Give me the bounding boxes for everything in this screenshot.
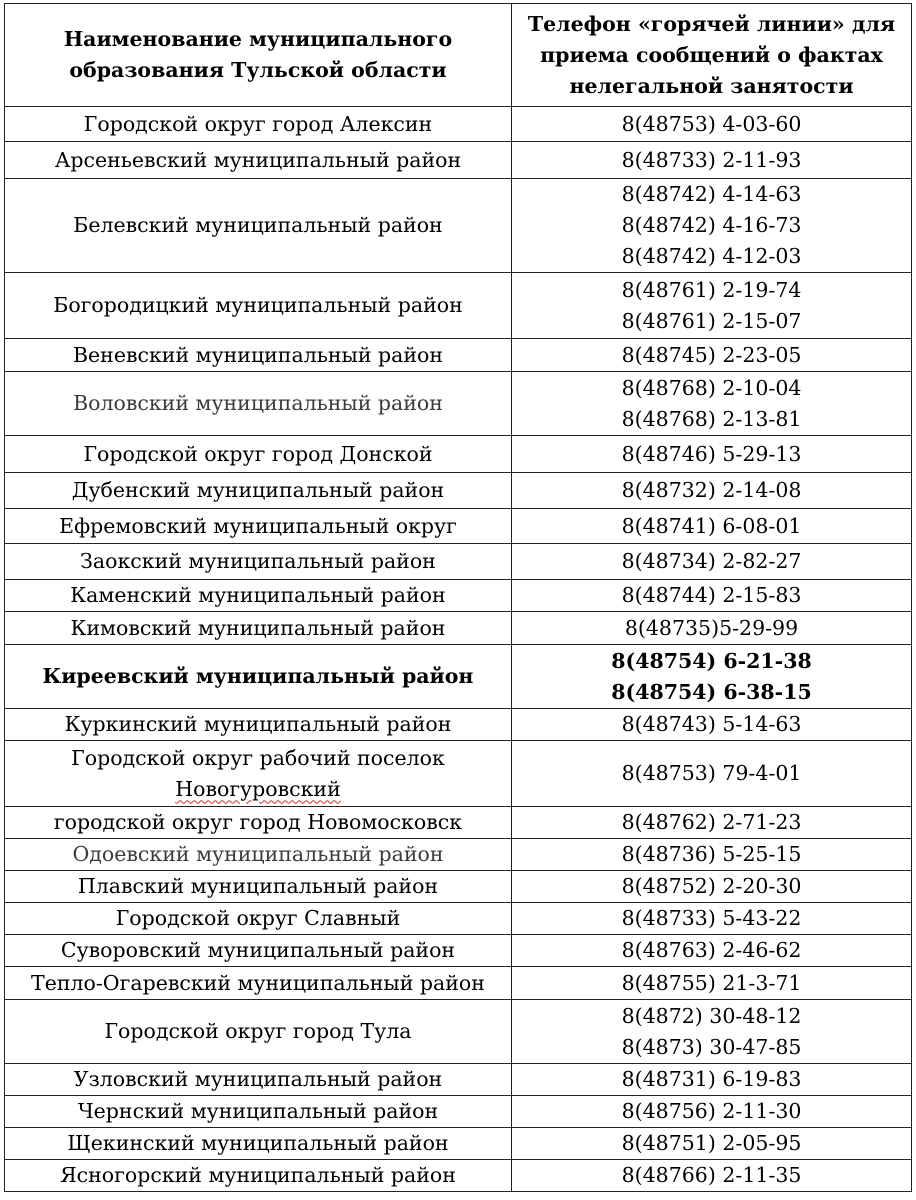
municipality-name: Воловский муниципальный район [5,372,512,436]
municipality-name: Куркинский муниципальный район [5,709,512,741]
municipality-name: Белевский муниципальный район [5,179,512,273]
municipality-name: Дубенский муниципальный район [5,473,512,509]
phone-cell [512,1160,912,1192]
municipality-name: Чернский муниципальный район [5,1096,512,1128]
municipality-name: Кимовский муниципальный район [5,612,512,645]
phone-cell [512,1000,912,1064]
phone-cell [512,509,912,544]
table-row [5,741,912,807]
phone-number: 8(4872) 30-48-12 [621,1003,802,1028]
table-row [5,273,912,339]
table-row [5,1096,912,1128]
phone-number: 8(48753) 79-4-01 [621,761,802,785]
table-row [5,1160,912,1192]
table-row [5,967,912,1000]
table-row [5,709,912,741]
municipality-name: Суворовский муниципальный район [5,935,512,967]
table-row [5,107,912,142]
municipality-name: Ясногорский муниципальный район [5,1160,512,1192]
phone-number: 8(48735)5-29-99 [624,615,799,640]
phone-number: 8(48743) 5-14-63 [621,712,802,736]
table-row [5,903,912,935]
phone-cell [512,142,912,179]
phone-cell [512,645,912,709]
phone-number: 8(48752) 2-20-30 [621,874,802,898]
phone-number: 8(48733) 5-43-22 [621,906,802,930]
phone-cell [512,372,912,436]
municipality-name: Богородицкий муниципальный район [5,273,512,339]
municipality-name: Плавский муниципальный район [5,871,512,903]
phone-cell [512,1064,912,1096]
phone-number: 8(48768) 2-13-81 [621,406,802,431]
phone-cell [512,839,912,871]
phone-number: 8(48745) 2-23-05 [621,342,802,367]
municipality-name-line: Новогуровский [175,776,341,801]
phone-cell [512,339,912,372]
phone-cell [512,473,912,509]
phone-number: 8(48754) 6-21-38 [611,648,812,673]
table-header-row [5,4,912,107]
municipality-name: Ефремовский муниципальный округ [5,509,512,544]
phone-cell [512,580,912,612]
phone-cell [512,179,912,273]
phone-number: 8(4873) 30-47-85 [621,1034,802,1059]
phone-cell [512,1096,912,1128]
phone-cell [512,709,912,741]
municipality-name: Одоевский муниципальный район [5,839,512,871]
municipality-name: Узловский муниципальный район [5,1064,512,1096]
phone-cell [512,1128,912,1160]
table-row [5,372,912,436]
municipality-name: Щекинский муниципальный район [5,1128,512,1160]
phone-cell [512,107,912,142]
phone-cell [512,807,912,839]
table-row [5,807,912,839]
table-row [5,839,912,871]
phone-number: 8(48746) 5-29-13 [621,441,802,466]
municipality-name: Городской округ город Тула [5,1000,512,1064]
phone-number: 8(48741) 6-08-01 [621,513,802,538]
table-row [5,339,912,372]
phone-cell [512,273,912,339]
table-row [5,473,912,509]
phone-number: 8(48763) 2-46-62 [621,938,802,962]
phone-number: 8(48742) 4-16-73 [621,213,802,237]
municipality-name: Заокский муниципальный район [5,544,512,580]
phone-cell [512,903,912,935]
phone-cell [512,871,912,903]
table-row [5,544,912,580]
table-row [5,436,912,473]
table-row [5,580,912,612]
municipality-name: Киреевский муниципальный район [5,645,512,709]
table-row [5,1000,912,1064]
table-row [5,1064,912,1096]
phone-number: 8(48744) 2-15-83 [621,583,802,607]
municipality-name: городской округ город Новомосковск [5,807,512,839]
header-phone: Телефон «горячей линии» для приема сообщений о фактах нелегальной занятости [512,4,912,107]
phone-number: 8(48755) 21-3-71 [621,970,802,995]
phone-number: 8(48733) 2-11-93 [621,147,802,172]
phone-number: 8(48761) 2-15-07 [621,308,802,333]
municipality-name: Тепло-Огаревский муниципальный район [5,967,512,1000]
phone-number: 8(48732) 2-14-08 [621,478,802,502]
phone-cell [512,544,912,580]
phone-number: 8(48742) 4-12-03 [621,244,802,268]
phone-number: 8(48754) 6-38-15 [611,679,812,704]
phone-number: 8(48731) 6-19-83 [621,1067,802,1091]
phone-number: 8(48753) 4-03-60 [621,111,802,136]
phone-number: 8(48761) 2-19-74 [621,277,802,302]
table-row [5,645,912,709]
hotline-table [4,3,912,1192]
phone-number: 8(48736) 5-25-15 [621,842,802,866]
phone-number: 8(48734) 2-82-27 [621,549,802,573]
phone-cell [512,436,912,473]
phone-number: 8(48751) 2-05-95 [621,1131,802,1155]
phone-number: 8(48762) 2-71-23 [621,810,802,834]
table-row [5,179,912,273]
municipality-name: Арсеньевский муниципальный район [5,142,512,179]
table-row [5,1128,912,1160]
municipality-name: Каменский муниципальный район [5,580,512,612]
phone-number: 8(48742) 4-14-63 [621,182,802,206]
municipality-name: Городской округ город Донской [5,436,512,473]
table-row [5,509,912,544]
municipality-name: Городской округ город Алексин [5,107,512,142]
municipality-name [5,741,512,807]
municipality-name: Веневский муниципальный район [5,339,512,372]
phone-number: 8(48766) 2-11-35 [621,1163,802,1187]
phone-cell [512,741,912,807]
table-row [5,142,912,179]
phone-number: 8(48756) 2-11-30 [621,1099,802,1123]
table-row [5,612,912,645]
municipality-name-line: Городской округ рабочий поселок [71,745,445,770]
phone-cell [512,967,912,1000]
header-municipality: Наименование муниципального образования Тульской области [5,4,512,107]
phone-number: 8(48768) 2-10-04 [621,375,802,400]
table-row [5,935,912,967]
phone-cell [512,612,912,645]
phone-cell [512,935,912,967]
table-row [5,871,912,903]
municipality-name: Городской округ Славный [5,903,512,935]
